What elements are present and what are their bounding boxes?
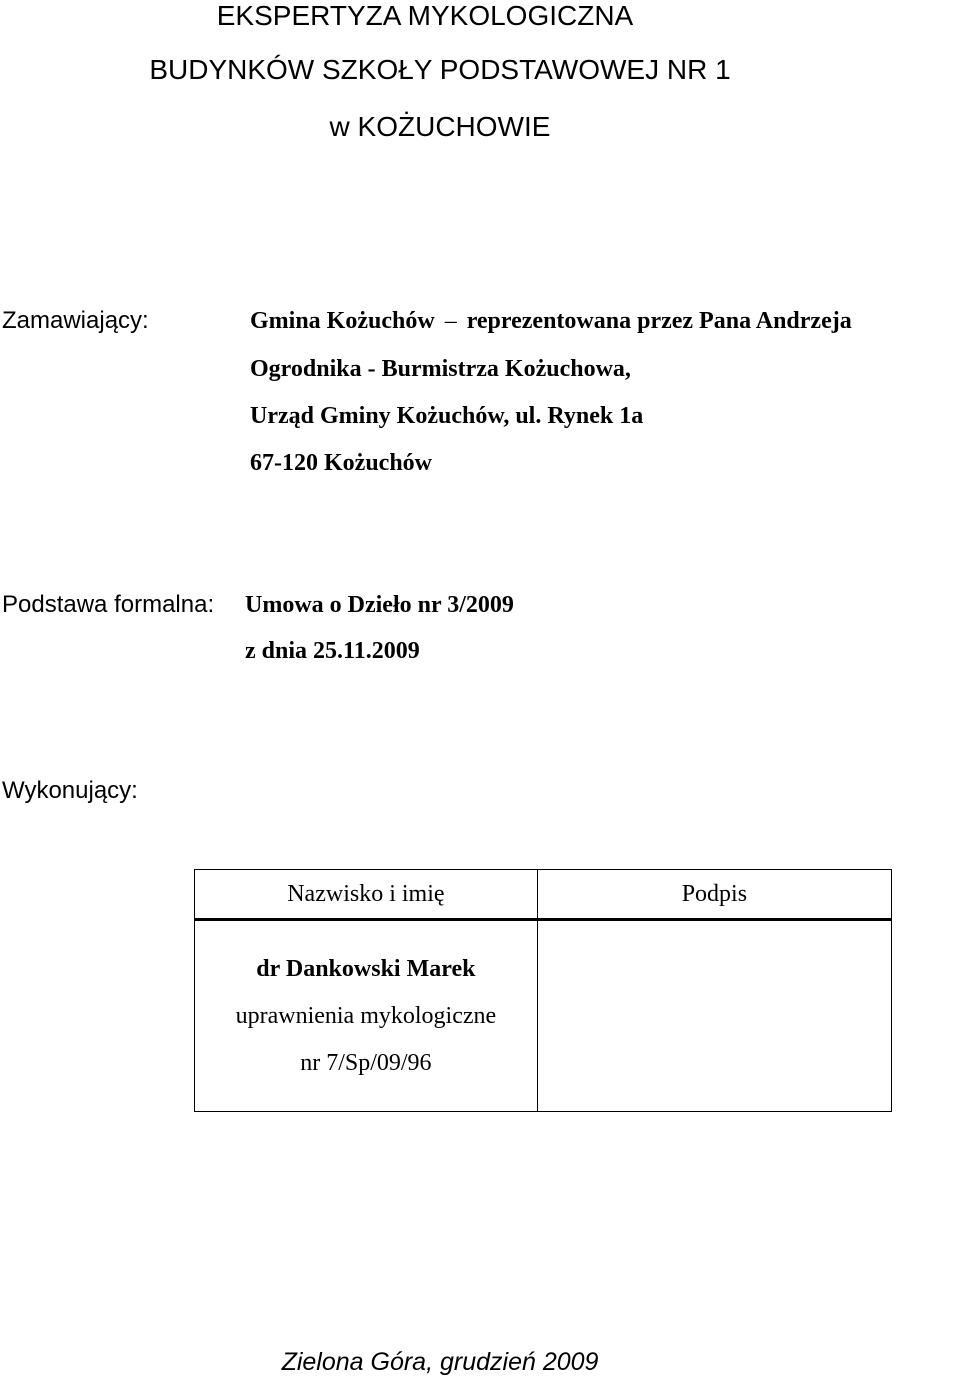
zamawiajacy-line-3: Urząd Gminy Kożuchów, ul. Rynek 1a <box>250 403 644 429</box>
table-header-row <box>195 870 892 920</box>
executor-cell <box>195 920 538 1112</box>
zamawiajacy-line-1-text: Gmina Kożuchów – reprezentowana przez Pana Andrzeja <box>250 308 852 334</box>
zamawiajacy-line-4: 67-120 Kożuchów <box>250 450 432 476</box>
executor-license-line-1: uprawnienia mykologiczne <box>235 1002 497 1029</box>
footer-text: Zielona Góra, grudzień 2009 <box>281 1348 599 1376</box>
document-title-line-1: EKSPERTYZA MYKOLOGICZNA <box>216 0 634 31</box>
dash-separator: – <box>438 308 463 334</box>
wykonujacy-table <box>194 869 892 1112</box>
header-signature: Podpis <box>537 870 891 920</box>
document-title-line-3: w KOŻUCHOWIE <box>329 111 551 142</box>
podstawa-label: Podstawa formalna: <box>2 591 215 618</box>
podstawa-line-1: Umowa o Dzieło nr 3/2009 <box>245 592 514 618</box>
zamawiajacy-line-2: Ogrodnika - Burmistrza Kożuchowa, <box>250 356 631 382</box>
signature-cell <box>537 920 891 1112</box>
table-row <box>195 920 892 1112</box>
footer-place-date <box>0 1347 960 1377</box>
wykonujacy-label: Wykonujący: <box>2 777 138 804</box>
zamawiajacy-label: Zamawiający: <box>2 307 149 334</box>
executor-name: dr Dankowski Marek <box>256 955 476 982</box>
document-title-line-2: BUDYNKÓW SZKOŁY PODSTAWOWEJ NR 1 <box>149 54 731 85</box>
header-name: Nazwisko i imię <box>195 870 538 920</box>
zamawiajacy-line-1 <box>250 307 852 335</box>
executor-license-line-2: nr 7/Sp/09/96 <box>300 1049 432 1076</box>
podstawa-line-2: z dnia 25.11.2009 <box>245 638 420 664</box>
